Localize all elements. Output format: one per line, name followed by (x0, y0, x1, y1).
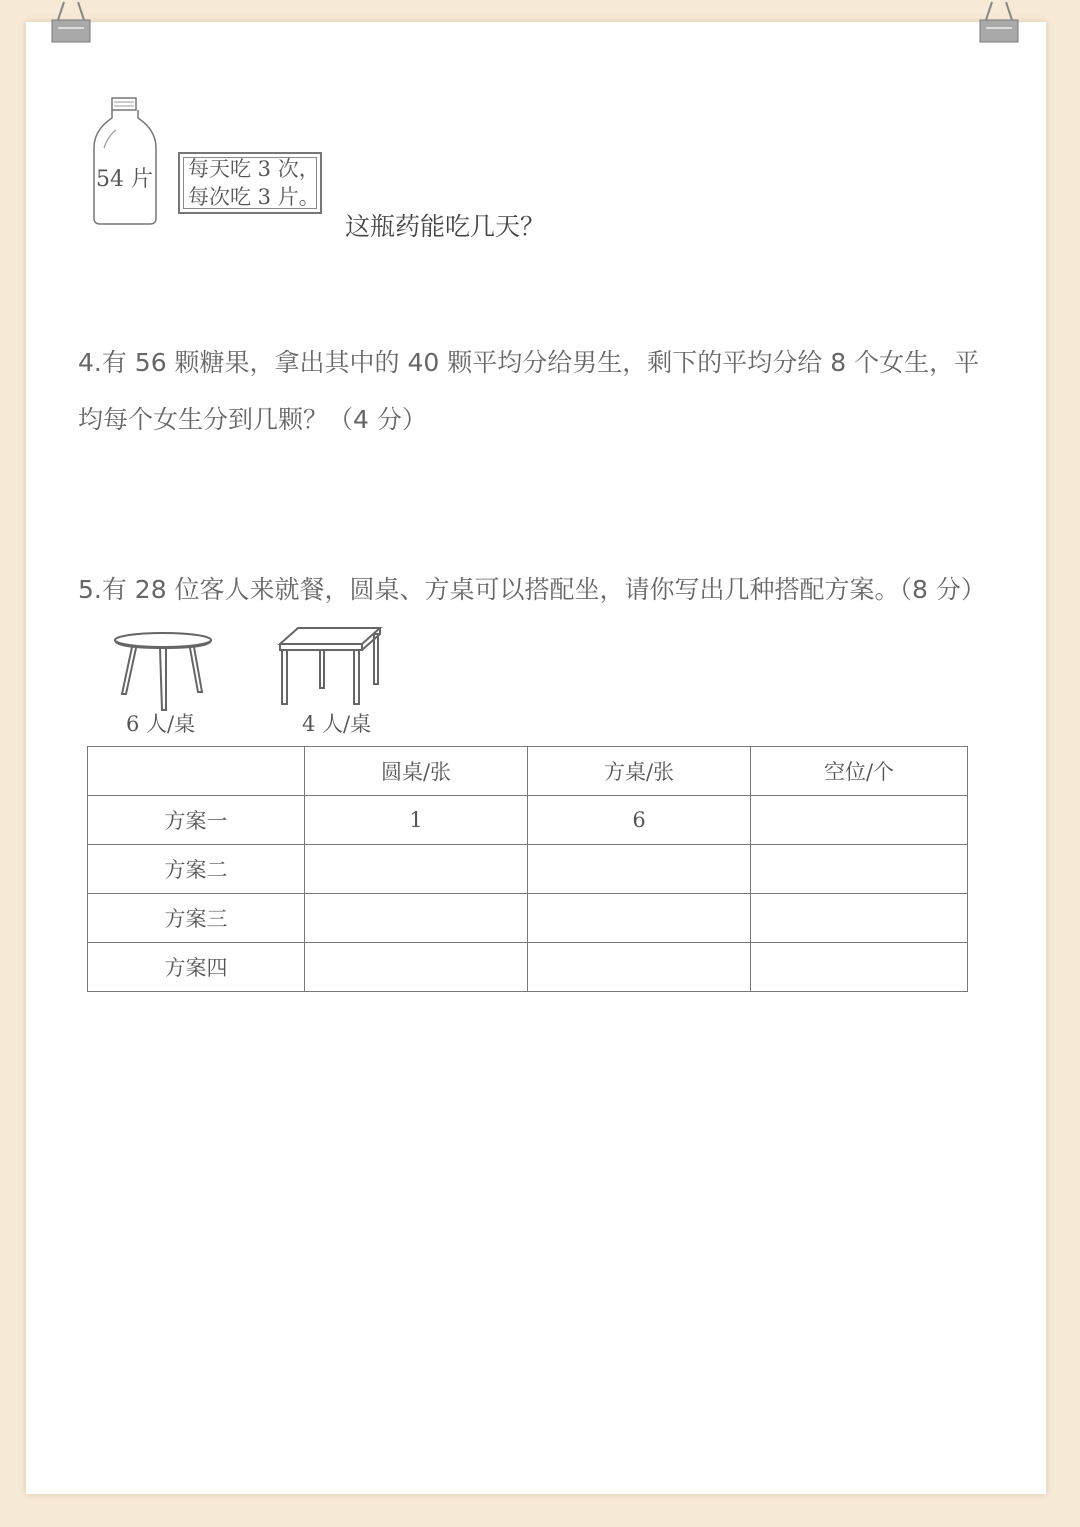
table-row (88, 943, 968, 992)
empty-seats-cell[interactable] (751, 943, 968, 992)
square-count-cell[interactable] (528, 894, 751, 943)
table-row (88, 894, 968, 943)
round-count-cell[interactable] (305, 943, 528, 992)
square-count-cell[interactable]: 6 (528, 796, 751, 845)
plan-name-cell: 方案一 (88, 796, 305, 845)
round-table-caption: 6 人/桌 (126, 712, 196, 736)
square-count-cell[interactable] (528, 943, 751, 992)
empty-seats-cell[interactable] (751, 894, 968, 943)
problem3-question: 这瓶药能吃几天？ (345, 212, 546, 241)
round-count-cell[interactable] (305, 894, 528, 943)
header-cell (88, 747, 305, 796)
seating-plan-table (87, 746, 968, 992)
problem4-text: 4.有 56 颗糖果，拿出其中的 40 颗平均分给男生，剩下的平均分给 8 个女生，平均每个女生分到几颗？（4 分） (78, 348, 980, 434)
table-header-row (88, 747, 968, 796)
dosage-line-2: 每次吃 3 片。 (188, 185, 320, 209)
empty-seats-cell[interactable] (751, 845, 968, 894)
header-cell: 空位/个 (751, 747, 968, 796)
table-row (88, 796, 968, 845)
medicine-bottle-icon (90, 96, 160, 226)
square-count-cell[interactable] (528, 845, 751, 894)
dosage-box (178, 152, 322, 214)
square-table-caption: 4 人/桌 (302, 712, 372, 736)
plan-name-cell: 方案四 (88, 943, 305, 992)
header-cell: 圆桌/张 (305, 747, 528, 796)
dosage-line-1: 每天吃 3 次， (188, 157, 320, 181)
bottle-label: 54 片 (96, 167, 153, 192)
problem5-text: 5.有 28 位客人来就餐，圆桌、方桌可以搭配坐，请你写出几种搭配方案。（8 分） (78, 575, 986, 604)
round-table-icon (112, 630, 214, 712)
round-count-cell[interactable]: 1 (305, 796, 528, 845)
square-table-icon (276, 624, 384, 708)
plan-name-cell: 方案三 (88, 894, 305, 943)
binder-clip-icon (50, 0, 92, 46)
header-cell: 方桌/张 (528, 747, 751, 796)
empty-seats-cell[interactable] (751, 796, 968, 845)
plan-name-cell: 方案二 (88, 845, 305, 894)
round-count-cell[interactable] (305, 845, 528, 894)
binder-clip-icon (978, 0, 1020, 46)
table-row (88, 845, 968, 894)
